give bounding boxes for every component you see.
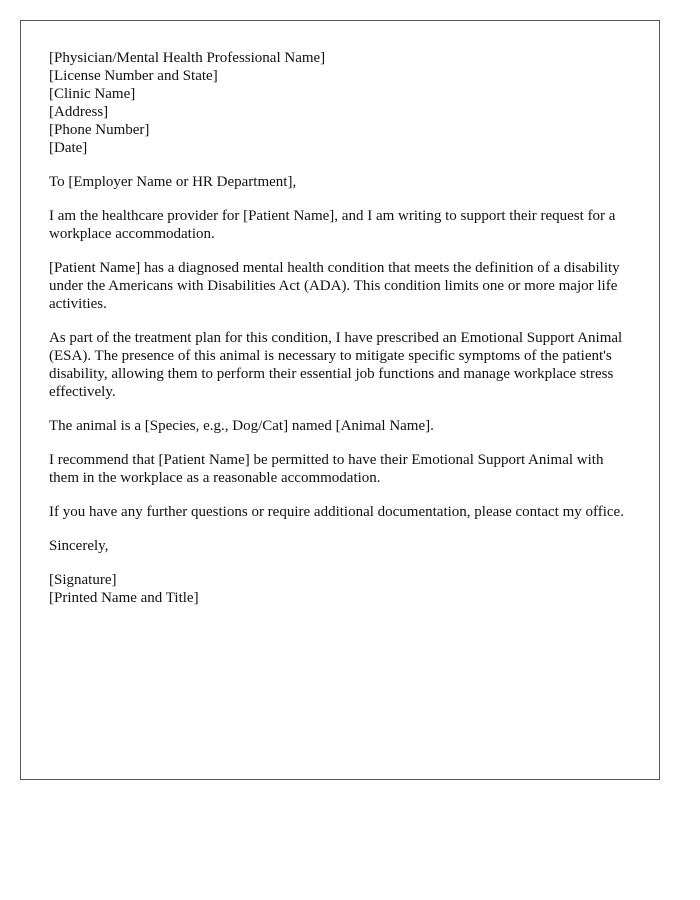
salutation: To [Employer Name or HR Department], (49, 174, 297, 190)
letter-header (49, 49, 635, 157)
body-paragraph-diagnosis: [Patient Name] has a diagnosed mental health condition that meets the definition of a disability under the Americans with Disabilities Act (ADA). This condition limits one or more major life activities. (49, 260, 620, 312)
printed-name-line: [Printed Name and Title] (49, 590, 199, 606)
clinic-name-line: [Clinic Name] (49, 86, 136, 102)
body-paragraph-animal: The animal is a [Species, e.g., Dog/Cat] named [Animal Name]. (49, 418, 434, 434)
provider-name-line: [Physician/Mental Health Professional Name] (49, 50, 326, 66)
letter-content (49, 49, 635, 607)
signature-line: [Signature] (49, 572, 117, 588)
letter-page (20, 20, 660, 780)
address-line: [Address] (49, 104, 109, 120)
closing: Sincerely, (49, 538, 109, 554)
phone-line: [Phone Number] (49, 122, 150, 138)
license-line: [License Number and State] (49, 68, 218, 84)
body-paragraph-intro: I am the healthcare provider for [Patient Name], and I am writing to support their request for a workplace accommodation. (49, 208, 616, 242)
signature-block (49, 571, 635, 607)
body-paragraph-contact: If you have any further questions or require additional documentation, please contact my office. (49, 504, 624, 520)
date-line: [Date] (49, 140, 88, 156)
body-paragraph-recommendation: I recommend that [Patient Name] be permitted to have their Emotional Support Animal with them in the workplace as a reasonable accommodation. (49, 452, 604, 486)
body-paragraph-treatment: As part of the treatment plan for this condition, I have prescribed an Emotional Support Animal (ESA). The presence of this animal is necessary to mitigate specific symptoms of the patient's disability, allowing them to perform their essential job functions and manage workplace stress effectively. (49, 330, 623, 400)
